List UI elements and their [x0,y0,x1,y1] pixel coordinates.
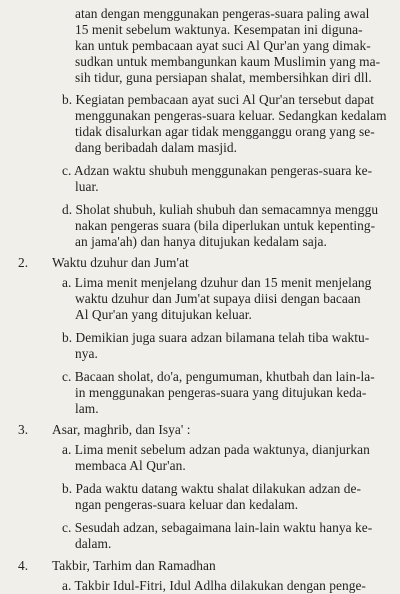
text-line: nya. [75,345,98,361]
section-takbir-tarhim-ramadhan [0,558,400,594]
list-item-c [0,163,400,195]
section-heading [0,255,400,271]
section-heading [0,422,400,438]
text-line: sudkan untuk membangunkan kaum Muslimin yang ma- [75,53,381,69]
text-line: kan untuk pembacaan ayat suci Al Qur'an yang dimak- [75,37,371,53]
text-line: dalam. [75,535,112,551]
section-number: 3. [18,422,29,438]
text-line: 15 menit sebelum waktunya. Kesempatan ini diguna- [75,21,363,37]
section-title: Takbir, Tarhim dan Ramadhan [52,557,216,573]
list-item-c [0,520,400,552]
section-number: 4. [18,557,29,573]
text-line: c. Sesudah adzan, sebagaimana lain-lain waktu hanya ke- [62,519,373,535]
list-item-b [0,330,400,362]
section-asar-maghrib-isya [0,422,400,551]
text-line: membaca Al Qur'an. [75,458,186,474]
text-line: b. Kegiatan pembacaan ayat suci Al Qur'an tersebut dapat [62,92,374,108]
text-line: dang beribadah dalam masjid. [75,140,238,156]
list-item-b [0,481,400,513]
text-line: an jama'ah) dan hanya ditujukan kedalam saja. [75,233,327,249]
list-item-c [0,369,400,417]
text-line: lam. [75,400,99,416]
list-item-d [0,202,400,250]
section-number: 2. [18,255,29,271]
list-item-a [0,442,400,474]
section-heading [0,558,400,574]
continuation-paragraph [0,6,400,85]
section-title: Waktu dzuhur dan Jum'at [52,255,189,271]
list-item-a [0,578,400,594]
text-line: sih tidur, guna persiapan shalat, membersihkan diri dll. [75,69,372,85]
text-line: tidak disalurkan agar tidak mengganggu orang yang se- [75,124,375,140]
text-line: Al Qur'an yang ditujukan keluar. [75,307,252,323]
text-line: a. Takbir Idul-Fitri, Idul Adlha dilakukan dengan penge- [62,577,366,593]
text-line: a. Lima menit sebelum adzan pada waktunya, dianjurkan [62,442,370,458]
section-title: Asar, maghrib, dan Isya' : [52,422,191,438]
list-item-b [0,92,400,156]
text-line: c. Bacaan sholat, do'a, pengumuman, khutbah dan lain-la- [62,368,375,384]
text-line: luar. [75,178,99,194]
text-line: menggunakan pengeras-suara keluar. Sedangkan kedalam [75,108,387,124]
text-line: b. Demikian juga suara adzan bilamana telah tiba waktu- [62,330,370,346]
section-dzuhur-jumat [0,255,400,416]
text-line: d. Sholat shubuh, kuliah shubuh dan semacamnya menggu [62,201,379,217]
text-line: ngan pengeras-suara keluar dan kedalam. [75,497,299,513]
text-line: b. Pada waktu datang waktu shalat dilakukan adzan de- [62,481,362,497]
text-line: in menggunakan pengeras-suara yang ditujukan keda- [75,384,367,400]
text-line: c. Adzan waktu shubuh menggunakan pengeras-suara ke- [62,163,373,179]
text-line: atan dengan menggunakan pengeras-suara paling awal [75,6,370,21]
list-item-a [0,275,400,323]
text-line: waktu dzuhur dan Jum'at supaya diisi dengan bacaan [75,291,361,307]
text-line: nakan pengeras suara (bila diperlukan untuk kepenting- [75,217,376,233]
text-line: a. Lima menit menjelang dzuhur dan 15 menit menjelang [62,275,372,291]
